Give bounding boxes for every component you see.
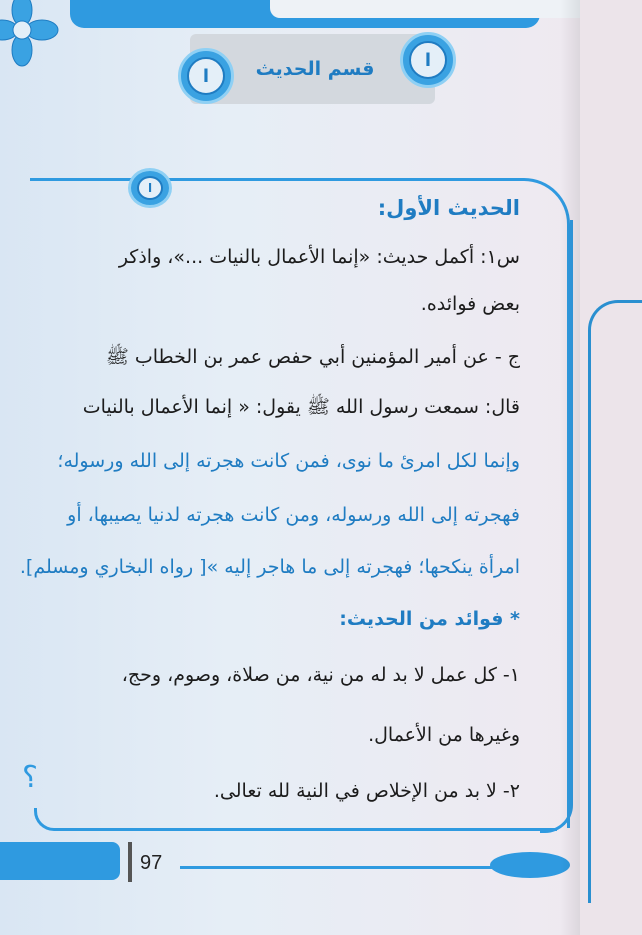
facing-page [580, 0, 642, 935]
question-line: س١: أكمل حديث: «إنما الأعمال بالنيات ...»، واذكر [118, 246, 520, 268]
section-title: قسم الحديث [255, 58, 375, 80]
facing-page-border [588, 300, 642, 903]
benefits-heading: * فوائد من الحديث: [339, 608, 520, 630]
left-medallion-icon: ا [178, 48, 234, 104]
benefit-item: ٢- لا بد من الإخلاص في النية لله تعالى. [213, 780, 520, 802]
benefit-item: وغيرها من الأعمال. [368, 724, 520, 746]
question-line: بعض فوائده. [420, 293, 520, 315]
flower-ornament-icon [0, 0, 62, 80]
hadith-heading: الحديث الأول: [377, 196, 520, 220]
footer-bar [0, 842, 120, 880]
top-bar-inner [270, 0, 580, 18]
answer-line: وإنما لكل امرئ ما نوى، فمن كانت هجرته إلى الله ورسوله؛ [57, 450, 520, 472]
answer-line: فهجرته إلى الله ورسوله، ومن كانت هجرته لدنيا يصيبها، أو [67, 504, 520, 526]
footer-line [180, 866, 510, 869]
footer-divider [128, 842, 132, 882]
top-decorative-bar [70, 0, 540, 28]
answer-line: قال: سمعت رسول الله ﷺ يقول: « إنما الأعمال بالنيات [82, 396, 520, 418]
answer-line: امرأة ينكحها؛ فهجرته إلى ما هاجر إليه »[ رواه البخاري ومسلم]. [19, 556, 520, 578]
answer-line: ج - عن أمير المؤمنين أبي حفص عمر بن الخطاب ﷺ [105, 346, 520, 368]
frame-hook-icon: ؟ [22, 760, 38, 795]
footer-ornament-icon [490, 852, 570, 878]
frame-medallion-icon: ا [128, 168, 172, 208]
page-number: 97 [140, 852, 163, 874]
benefit-item: ١- كل عمل لا بد له من نية، من صلاة، وصوم، وحج، [121, 664, 520, 686]
right-medallion-icon: ا [400, 32, 456, 88]
content-frame-bottom [34, 808, 557, 831]
